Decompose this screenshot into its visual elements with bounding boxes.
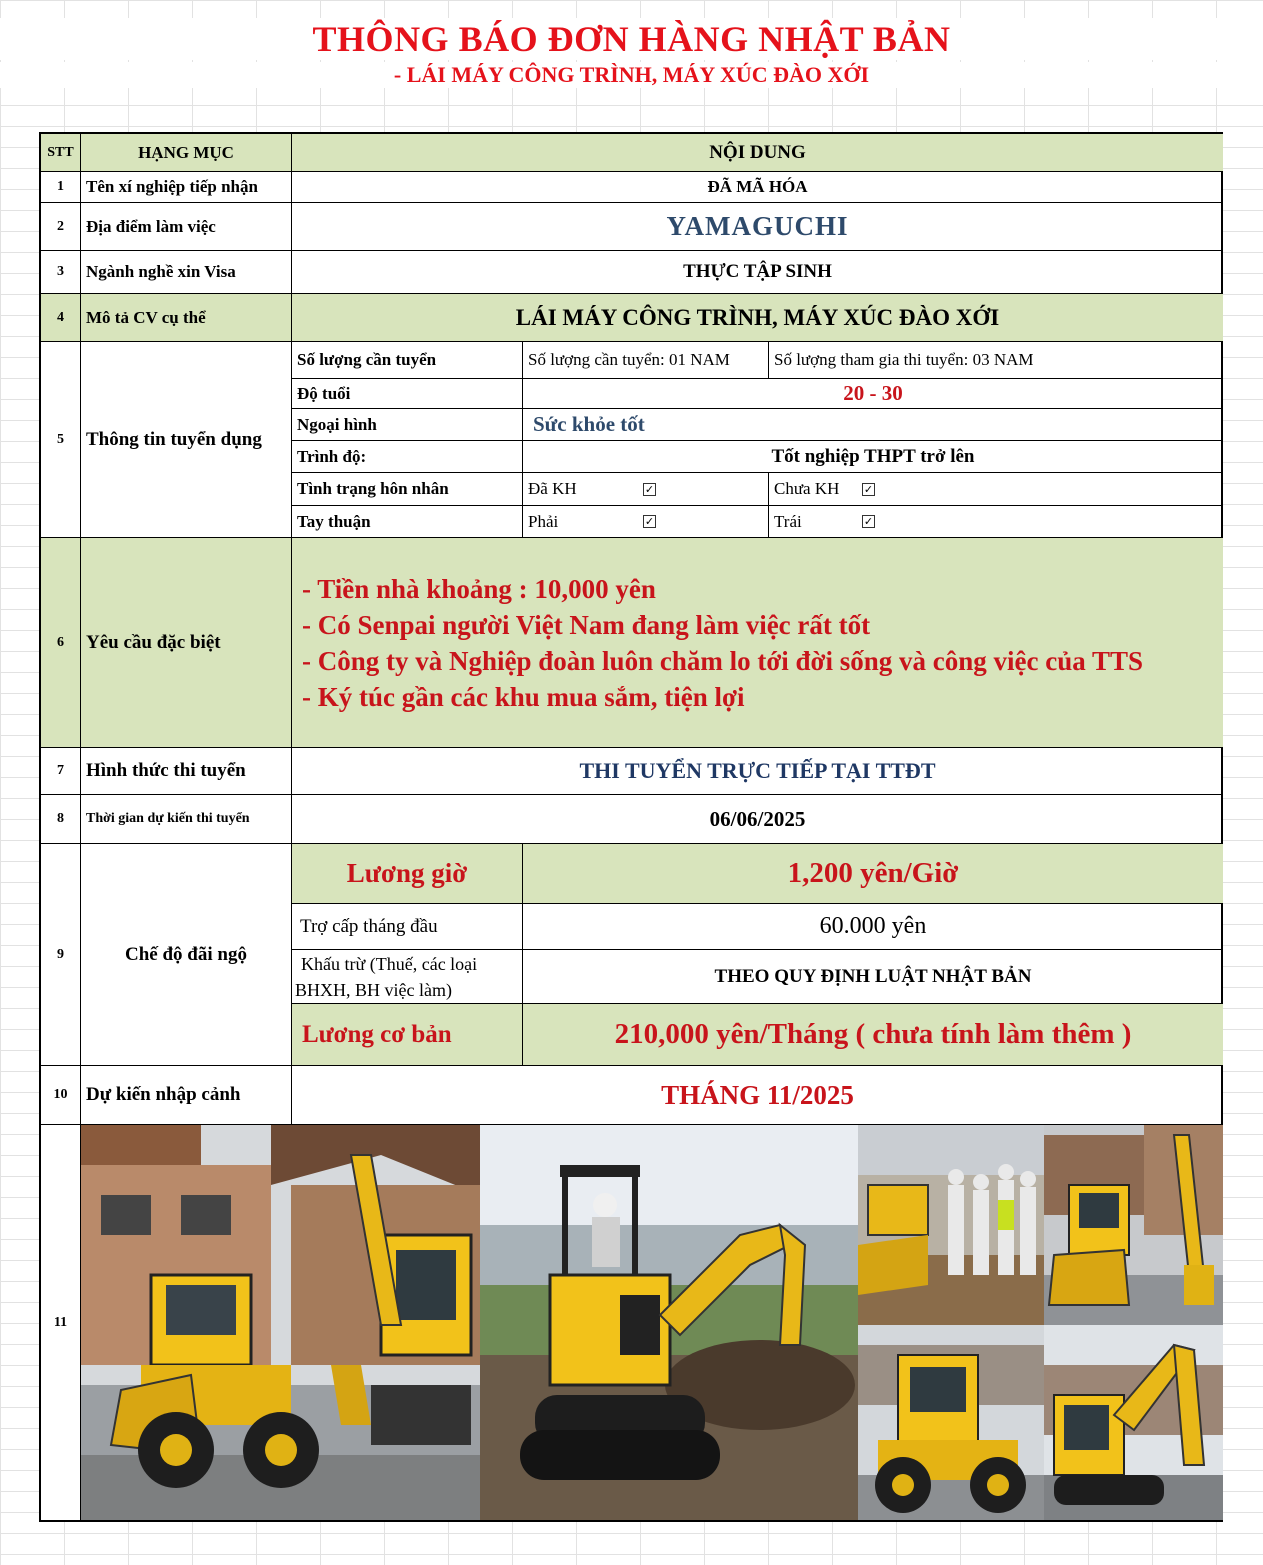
option-label: Chưa KH [774,479,840,498]
row-number: 5 [41,342,81,538]
entry-date-value: THÁNG 11/2025 [292,1066,1223,1125]
row-number: 3 [41,251,81,294]
checkbox-checked-icon[interactable]: ✓ [644,482,655,496]
appearance-label: Ngoại hình [292,409,523,441]
deduction-label [292,950,523,1004]
photo-mini-excavator-image [480,1125,858,1520]
row-label-location: Địa điểm làm việc [81,203,292,251]
row-label-benefits: Chế độ đãi ngộ [81,844,292,1066]
row-label-recruitment: Thông tin tuyển dụng [81,342,292,538]
row-number: 4 [41,294,81,342]
hand-option-left[interactable] [769,506,1223,538]
photo-excavator-arm-image [1044,1325,1223,1520]
photo-excavator-arm [1044,1325,1223,1520]
requirement-item: - Có Senpai người Việt Nam đang làm việc rất tốt [302,609,871,640]
option-label: Phải [528,511,559,531]
row-number: 2 [41,203,81,251]
hourly-wage-value: 1,200 yên/Giờ [523,844,1223,904]
photo-loader-front [1044,1125,1223,1325]
job-order-table [39,132,1223,1522]
photo-training-workers [858,1125,1044,1325]
location-value: YAMAGUCHI [292,203,1223,251]
row-label-company: Tên xí nghiệp tiếp nhận [81,172,292,203]
option-label: Trái [774,511,802,531]
checkbox-checked-icon[interactable]: ✓ [863,482,874,496]
hourly-wage-label: Lương giờ [292,844,523,904]
option-label: Đã KH [528,479,577,498]
quantity-need: Số lượng cần tuyển: 01 NAM [523,342,769,379]
row-number: 11 [41,1125,81,1520]
exam-form-value: THI TUYỂN TRỰC TIẾP TẠI TTĐT [292,748,1223,795]
exam-date-value: 06/06/2025 [292,795,1223,844]
allowance-value: 60.000 yên [523,904,1223,950]
header-category: HẠNG MỤC [81,134,292,172]
hand-label: Tay thuận [292,506,523,538]
age-label: Độ tuổi [292,379,523,409]
row-label-exam-form: Hình thức thi tuyển [81,748,292,795]
requirement-item: - Công ty và Nghiệp đoàn luôn chăm lo tới đời sống và công việc của TTS [302,645,1144,676]
row-number: 7 [41,748,81,795]
age-value: 20 - 30 [523,379,1223,409]
row-number: 6 [41,538,81,748]
photo-gallery [81,1125,1223,1520]
page-title: THÔNG BÁO ĐƠN HÀNG NHẬT BẢN [0,18,1263,60]
checkbox-checked-icon[interactable]: ✓ [644,515,655,528]
row-number: 1 [41,172,81,203]
photo-loader-excavator-image [81,1125,480,1520]
base-salary-label: Lương cơ bản [292,1004,523,1066]
header-stt: STT [41,134,81,172]
row-number: 10 [41,1066,81,1125]
hand-option-right[interactable] [523,506,769,538]
marital-option-married[interactable] [523,473,769,506]
requirement-item: - Ký túc gần các khu mua sắm, tiện lợi [302,681,745,712]
page-subtitle: - LÁI MÁY CÔNG TRÌNH, MÁY XÚC ĐÀO XỚI [0,62,1263,88]
deduction-value: THEO QUY ĐỊNH LUẬT NHẬT BẢN [523,950,1223,1004]
row-label-visa: Ngành nghề xin Visa [81,251,292,294]
photo-loader-yard-image [858,1325,1044,1520]
row-label-exam-date: Thời gian dự kiến thi tuyển [81,795,292,844]
appearance-value: Sức khỏe tốt [523,409,1223,441]
photo-loader-excavator [81,1125,480,1520]
marital-label: Tình trạng hôn nhân [292,473,523,506]
photo-loader-yard [858,1325,1044,1520]
job-description-value: LÁI MÁY CÔNG TRÌNH, MÁY XÚC ĐÀO XỚI [292,294,1223,342]
photo-loader-front-image [1044,1125,1223,1325]
quantity-exam: Số lượng tham gia thi tuyển: 03 NAM [769,342,1223,379]
special-requirements-list [292,538,1223,748]
allowance-label: Trợ cấp tháng đầu [292,904,523,950]
quantity-label: Số lượng cần tuyển [292,342,523,379]
marital-option-single[interactable] [769,473,1223,506]
base-salary-value: 210,000 yên/Tháng ( chưa tính làm thêm ) [523,1004,1223,1066]
education-label: Trình độ: [292,441,523,473]
deduction-label-line2: BHXH, BH việc làm) [295,979,452,1000]
checkbox-checked-icon[interactable]: ✓ [863,515,874,528]
row-label-special: Yêu cầu đặc biệt [81,538,292,748]
header-content: NỘI DUNG [292,134,1223,172]
row-label-entry: Dự kiến nhập cảnh [81,1066,292,1125]
visa-value: THỰC TẬP SINH [292,251,1223,294]
requirement-item: - Tiền nhà khoảng : 10,000 yên [302,573,656,604]
company-value: ĐÃ MÃ HÓA [292,172,1223,203]
education-value: Tốt nghiệp THPT trở lên [523,441,1223,473]
photo-mini-excavator [480,1125,858,1520]
row-number: 9 [41,844,81,1066]
deduction-label-line1: Khấu trừ (Thuế, các loại [301,953,478,974]
photo-training-workers-image [858,1125,1044,1325]
row-number: 8 [41,795,81,844]
row-label-job: Mô tả CV cụ thể [81,294,292,342]
